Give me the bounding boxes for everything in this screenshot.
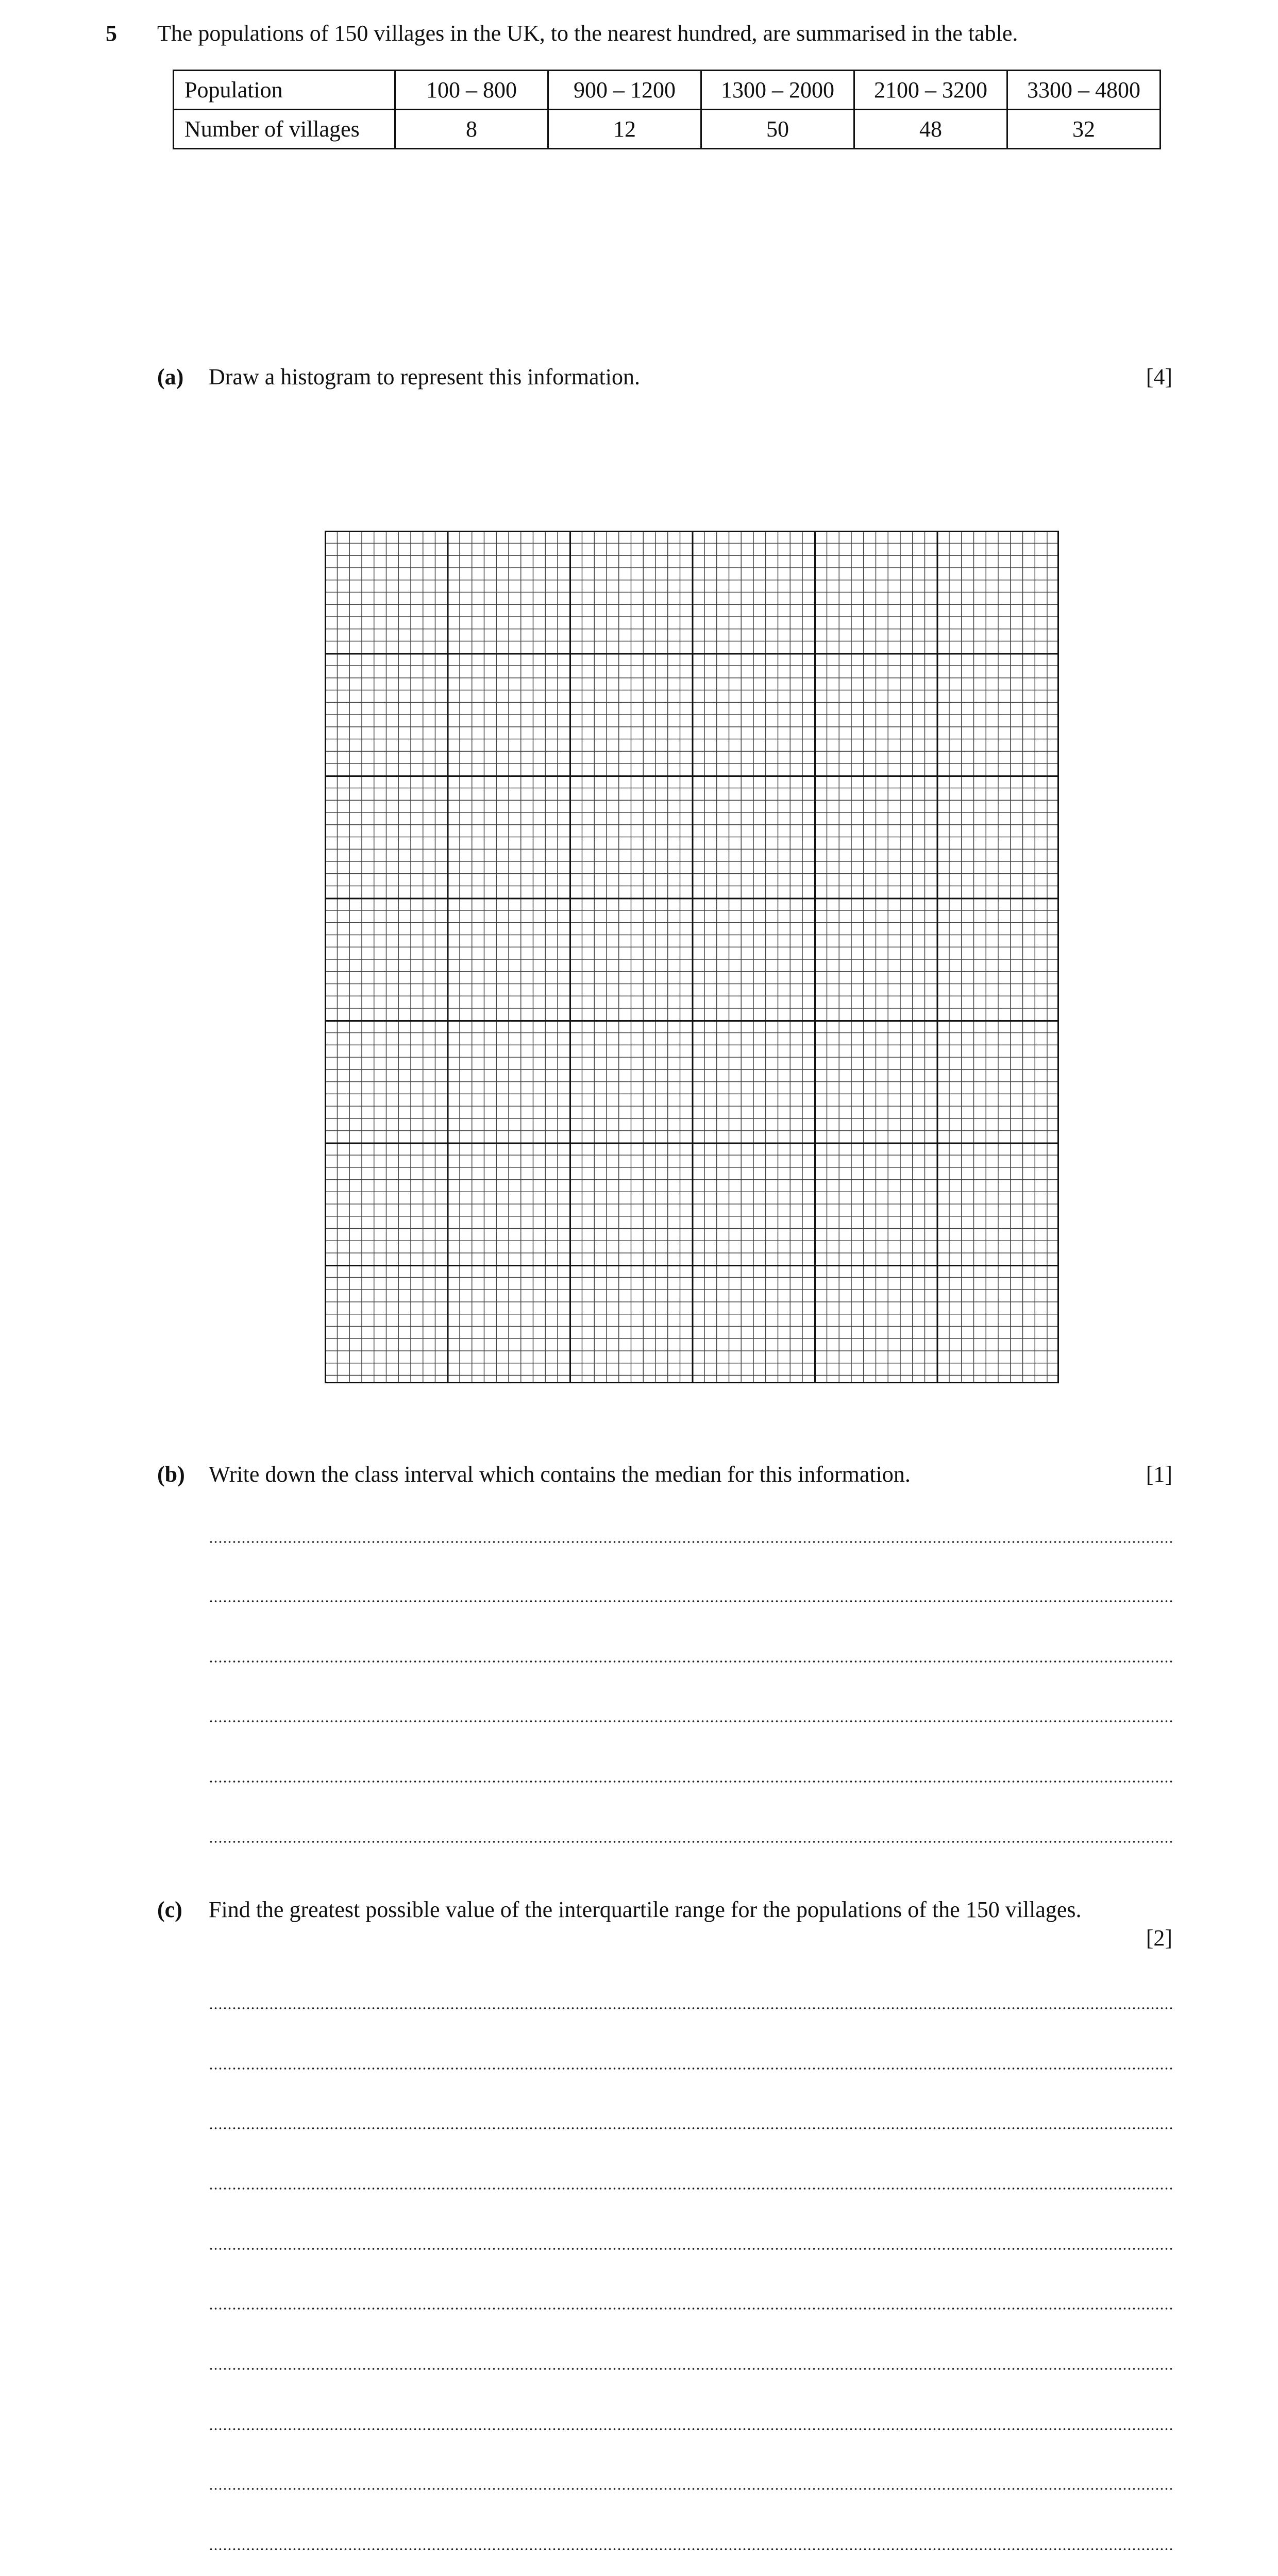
answer-line[interactable] [209,2127,1172,2130]
interval-cell: 2100 – 3200 [854,71,1007,110]
answer-line[interactable] [209,1600,1172,1603]
part-b-text: Write down the class interval which contains the median for this information. [209,1462,911,1487]
count-cell: 48 [854,110,1007,149]
interval-cell: 900 – 1200 [548,71,701,110]
count-cell: 12 [548,110,701,149]
graph-paper-grid[interactable] [325,531,1059,1383]
answer-line[interactable] [209,2247,1172,2250]
interval-cell: 3300 – 4800 [1007,71,1161,110]
question-number: 5 [106,21,117,46]
count-cell: 32 [1007,110,1161,149]
answer-line[interactable] [209,2548,1172,2551]
question-intro: The populations of 150 villages in the UK, to the nearest hundred, are summarised in the table. [157,21,1018,46]
villages-header: Number of villages [174,110,395,149]
part-a-text: Draw a histogram to represent this information. [209,364,641,389]
population-table [173,70,1161,149]
interval-cell: 1300 – 2000 [701,71,854,110]
answer-line[interactable] [209,1540,1172,1544]
answer-line[interactable] [209,1660,1172,1663]
part-c-text: Find the greatest possible value of the interquartile range for the populations of the 150 villages. [209,1897,1082,1922]
answer-line[interactable] [209,2067,1172,2070]
villages-row [174,110,1161,149]
answer-line[interactable] [209,1840,1172,1843]
answer-line[interactable] [209,2187,1172,2190]
part-b-label: (b) [157,1462,185,1487]
part-a-label: (a) [157,364,184,389]
answer-line[interactable] [209,2487,1172,2490]
answer-line[interactable] [209,2428,1172,2431]
population-header: Population [174,71,395,110]
count-cell: 50 [701,110,854,149]
interval-cell: 100 – 800 [395,71,548,110]
count-cell: 8 [395,110,548,149]
population-row [174,71,1161,110]
answer-line[interactable] [209,2307,1172,2310]
part-a-marks: [4] [1146,364,1172,389]
answer-line[interactable] [209,1780,1172,1783]
answer-line[interactable] [209,2007,1172,2010]
part-c-marks: [2] [1146,1925,1172,1951]
part-b-marks: [1] [1146,1462,1172,1487]
answer-line[interactable] [209,1720,1172,1723]
answer-line[interactable] [209,2367,1172,2370]
part-c-label: (c) [157,1897,182,1922]
